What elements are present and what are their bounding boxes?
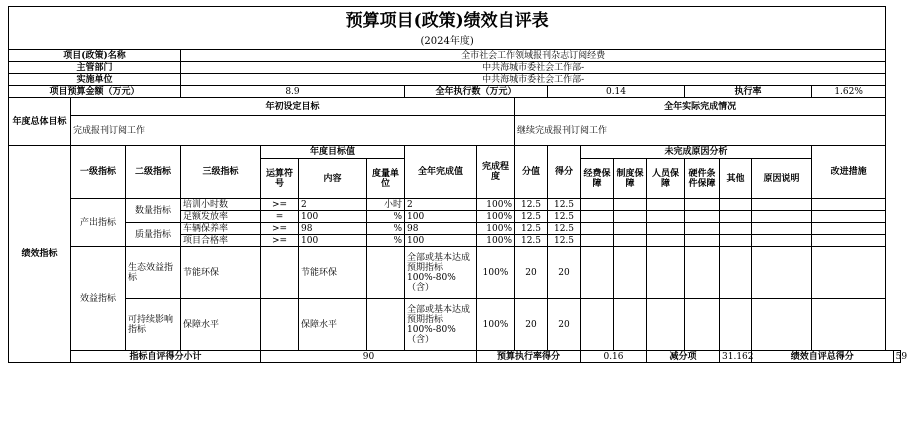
total-score-value: 59 [893,351,900,363]
indicator-score: 12.5 [548,211,581,223]
annual-goal-section-label: 年度总体目标 [9,98,71,146]
dept-label: 主管部门 [9,62,181,74]
subtotal-value: 90 [261,351,477,363]
exec-label: 全年执行数（万元） [405,86,548,98]
indicator-name: 车辆保养率 [181,223,261,235]
budget-score-value: 0.16 [581,351,647,363]
header-r4: 硬件条件保障 [685,159,720,199]
indicator-degree: 100% [477,199,515,211]
header-annual-value: 全年完成值 [405,146,477,199]
indicator-name: 培训小时数 [181,199,261,211]
header-level1: 一级指标 [71,146,126,199]
indicator-name: 项目合格率 [181,235,261,247]
indicator-score: 12.5 [548,235,581,247]
output-indicator-label: 产出指标 [71,199,126,247]
initial-goal-text: 完成报刊订阅工作 [71,116,515,146]
header-r5: 其他 [720,159,752,199]
indicator-op: >= [261,199,299,211]
header-weight: 分值 [515,146,548,199]
deduct-value: 31.162 [720,351,752,363]
indicator-value: 100 [405,235,477,247]
indicator-name: 足额发放率 [181,211,261,223]
indicator-name: 节能环保 [181,247,261,299]
header-operator: 运算符号 [261,159,299,199]
header-measures: 改进措施 [812,146,886,199]
project-name-value: 全市社会工作领域报刊杂志订阅经费 [181,50,886,62]
header-r6: 原因说明 [752,159,812,199]
indicator-op: >= [261,223,299,235]
indicator-content: 98 [299,223,367,235]
benefit-indicator-label: 效益指标 [71,247,126,351]
indicator-name: 保障水平 [181,299,261,351]
header-reason-group: 未完成原因分析 [581,146,812,159]
indicator-unit [367,299,405,351]
header-content: 内容 [299,159,367,199]
indicator-weight: 12.5 [515,223,548,235]
header-score: 得分 [548,146,581,199]
indicator-degree: 100% [477,247,515,299]
indicator-score: 20 [548,299,581,351]
indicator-content: 100 [299,211,367,223]
impl-unit-value: 中共海城市委社会工作部- [181,74,886,86]
self-evaluation-table [8,6,908,363]
quality-indicator-label: 质量指标 [126,223,181,247]
budget-label: 项目预算金额（万元） [9,86,181,98]
indicator-weight: 20 [515,299,548,351]
performance-indicators-label: 绩效指标 [9,146,71,363]
indicator-score: 12.5 [548,199,581,211]
header-r3: 人员保障 [647,159,685,199]
indicator-weight: 12.5 [515,199,548,211]
indicator-degree: 100% [477,235,515,247]
indicator-unit: % [367,235,405,247]
header-target-group: 年度目标值 [261,146,405,159]
indicator-op: >= [261,235,299,247]
header-level3: 三级指标 [181,146,261,199]
rate-value: 1.62% [812,86,886,98]
indicator-degree: 100% [477,299,515,351]
exec-value: 0.14 [548,86,685,98]
eco-benefit-label: 生态效益指标 [126,247,181,299]
indicator-weight: 12.5 [515,211,548,223]
total-score-label: 绩效自评总得分 [752,351,894,363]
indicator-value: 全部或基本达成预期指标100%-80%（含） [405,299,477,351]
indicator-value: 100 [405,211,477,223]
indicator-content: 节能环保 [299,247,367,299]
indicator-content: 保障水平 [299,299,367,351]
indicator-content: 100 [299,235,367,247]
indicator-unit [367,247,405,299]
indicator-content: 2 [299,199,367,211]
indicator-weight: 20 [515,247,548,299]
subtotal-label: 指标自评得分小计 [71,351,261,363]
indicator-score: 20 [548,247,581,299]
budget-value: 8.9 [181,86,405,98]
header-r2: 制度保障 [614,159,647,199]
indicator-weight: 12.5 [515,235,548,247]
indicator-value: 2 [405,199,477,211]
header-degree: 完成程度 [477,146,515,199]
impl-unit-label: 实施单位 [9,74,181,86]
initial-goal-header: 年初设定目标 [71,98,515,116]
header-unit: 度量单位 [367,159,405,199]
project-name-label: 项目(政策)名称 [9,50,181,62]
indicator-unit: % [367,223,405,235]
header-level2: 二级指标 [126,146,181,199]
rate-label: 执行率 [685,86,812,98]
indicator-score: 12.5 [548,223,581,235]
indicator-unit: 小时 [367,199,405,211]
indicator-op [261,247,299,299]
indicator-value: 全部或基本达成预期指标100%-80%（含） [405,247,477,299]
budget-score-label: 预算执行率得分 [477,351,581,363]
quantity-indicator-label: 数量指标 [126,199,181,223]
indicator-degree: 100% [477,223,515,235]
indicator-degree: 100% [477,211,515,223]
actual-goal-text: 继续完成报刊订阅工作 [515,116,886,146]
indicator-op: = [261,211,299,223]
dept-value: 中共海城市委社会工作部- [181,62,886,74]
indicator-op [261,299,299,351]
deduct-label: 减分项 [647,351,720,363]
table-subtitle: (2024年度) [9,35,886,50]
indicator-value: 98 [405,223,477,235]
actual-goal-header: 全年实际完成情况 [515,98,886,116]
sustain-impact-label: 可持续影响指标 [126,299,181,351]
header-r1: 经费保障 [581,159,614,199]
table-title: 预算项目(政策)绩效自评表 [9,7,886,36]
indicator-unit: % [367,211,405,223]
